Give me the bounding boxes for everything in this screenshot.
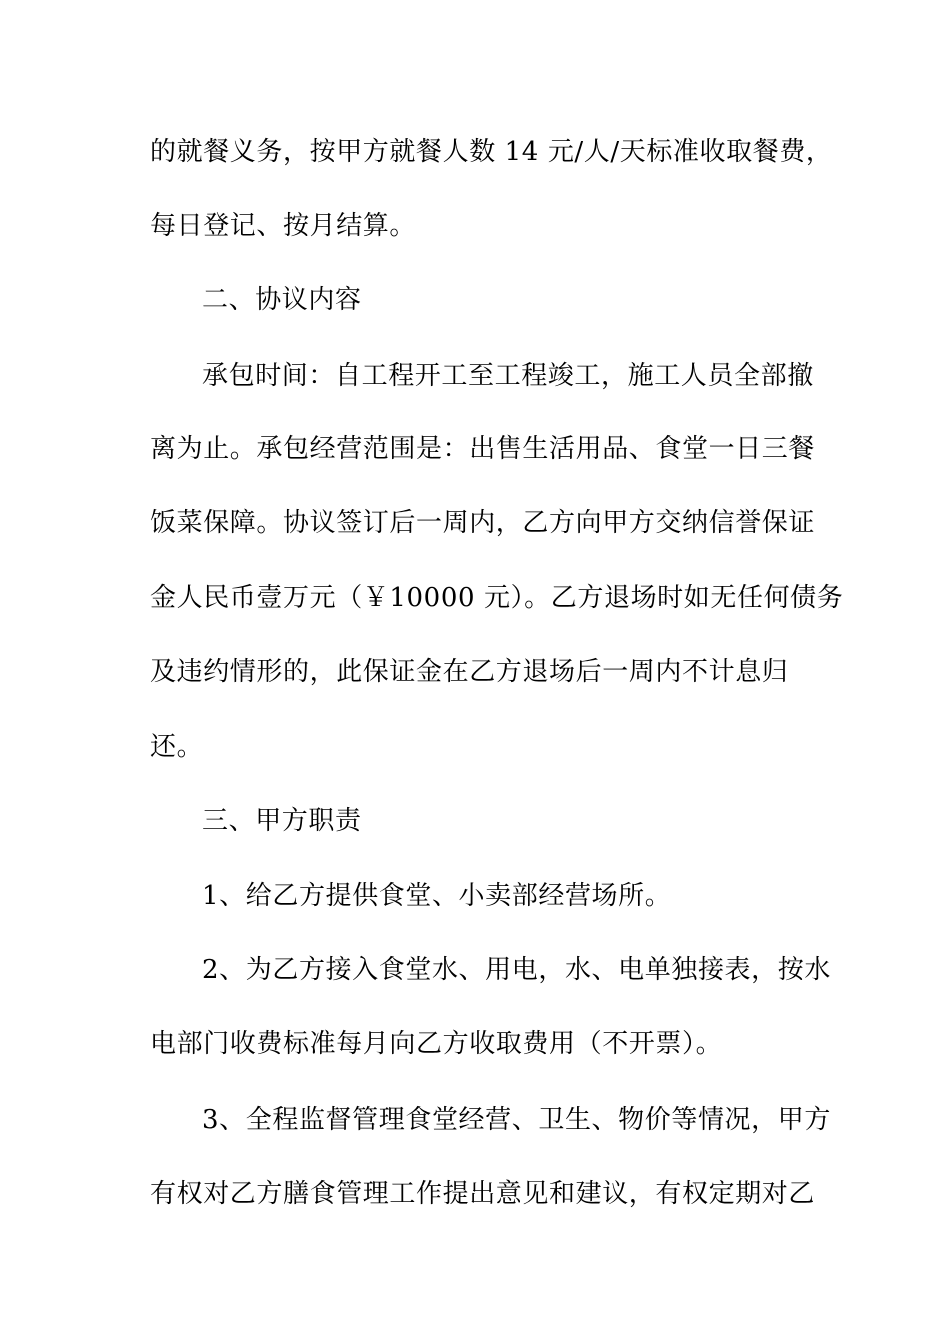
section-heading: 三、甲方职责 (202, 806, 362, 836)
body-text-line: 的就餐义务，按甲方就餐人数 14 元/人/天标准收取餐费， (150, 137, 833, 167)
list-item: 1、给乙方提供食堂、小卖部经营场所。 (202, 881, 672, 911)
body-text-line: 及违约情形的，此保证金在乙方退场后一周内不计息归 (150, 657, 789, 687)
body-text-line: 每日登记、按月结算。 (150, 211, 417, 241)
body-text-line: 还。 (150, 732, 204, 762)
body-text-line: 承包时间：自工程开工至工程竣工，施工人员全部撤 (202, 361, 814, 391)
list-item: 3、全程监督管理食堂经营、卫生、物价等情况，甲方 (202, 1105, 831, 1135)
list-item: 2、为乙方接入食堂水、用电，水、电单独接表，按水 (202, 955, 831, 985)
body-text-line: 金人民币壹万元（￥10000 元）。乙方退场时如无任何债务 (150, 583, 844, 613)
body-text-line: 离为止。承包经营范围是：出售生活用品、食堂一日三餐 (150, 434, 816, 464)
body-text-line: 电部门收费标准每月向乙方收取费用（不开票）。 (150, 1029, 723, 1059)
body-text-line: 有权对乙方膳食管理工作提出意见和建议，有权定期对乙 (150, 1179, 816, 1209)
body-text-line: 饭菜保障。协议签订后一周内，乙方向甲方交纳信誉保证 (150, 508, 816, 538)
section-heading: 二、协议内容 (202, 285, 362, 315)
